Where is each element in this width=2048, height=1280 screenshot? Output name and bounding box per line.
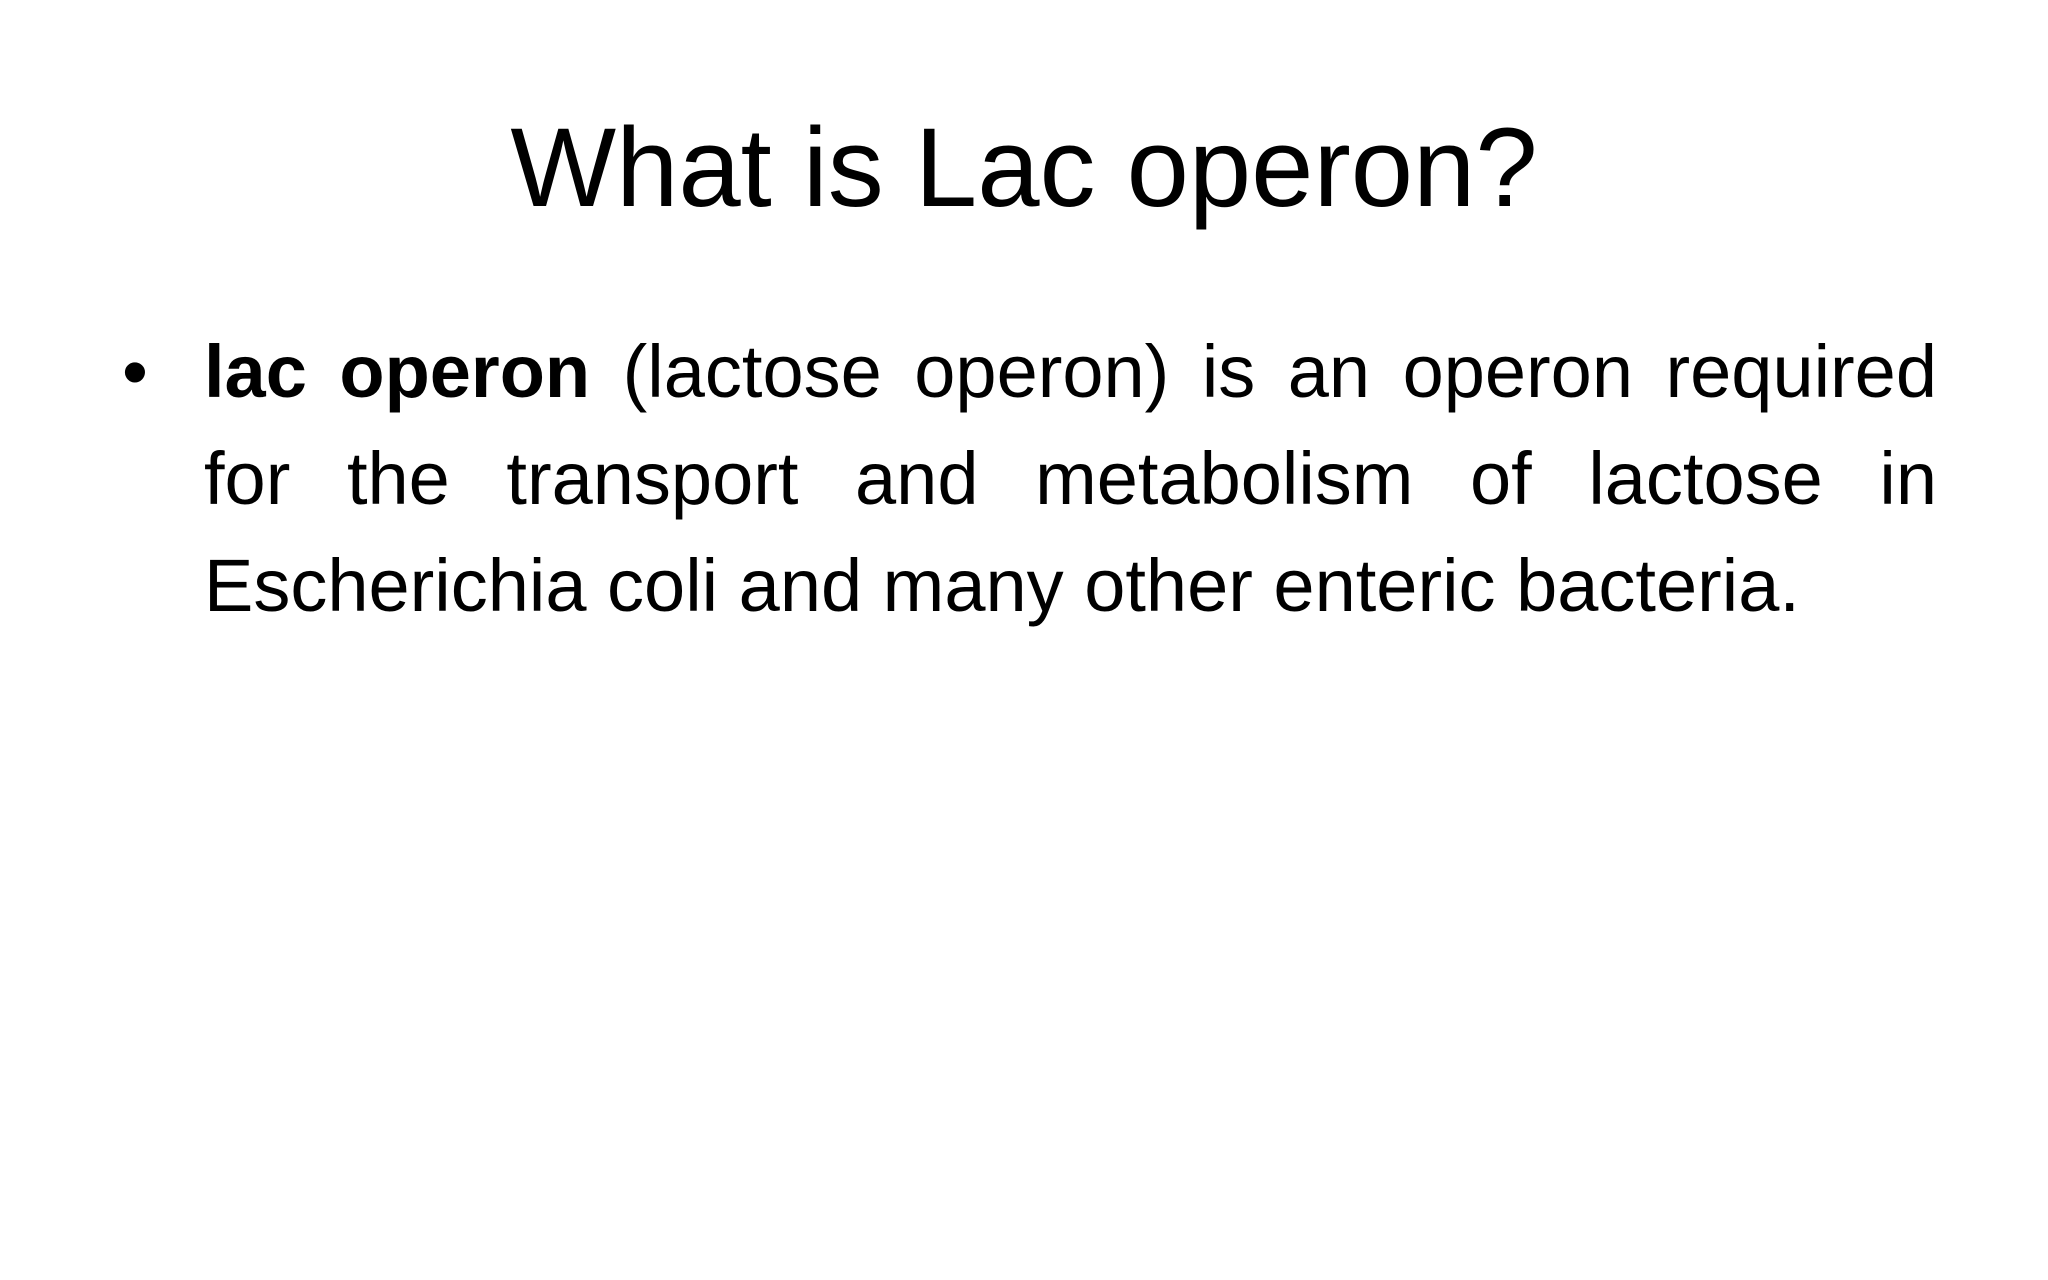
- bold-term: lac operon: [204, 330, 591, 413]
- slide-title: What is Lac operon?: [510, 105, 1538, 230]
- bullet-item: [122, 318, 1937, 639]
- slide-body: [122, 318, 1937, 639]
- bullet-body-text: (lactose operon) is an operon required for the transport and metabolism of lactose in Escherichia coli and many other enteric bacteria.: [204, 330, 1937, 627]
- bullet-icon: •: [122, 330, 148, 413]
- bullet-text: [204, 318, 1937, 639]
